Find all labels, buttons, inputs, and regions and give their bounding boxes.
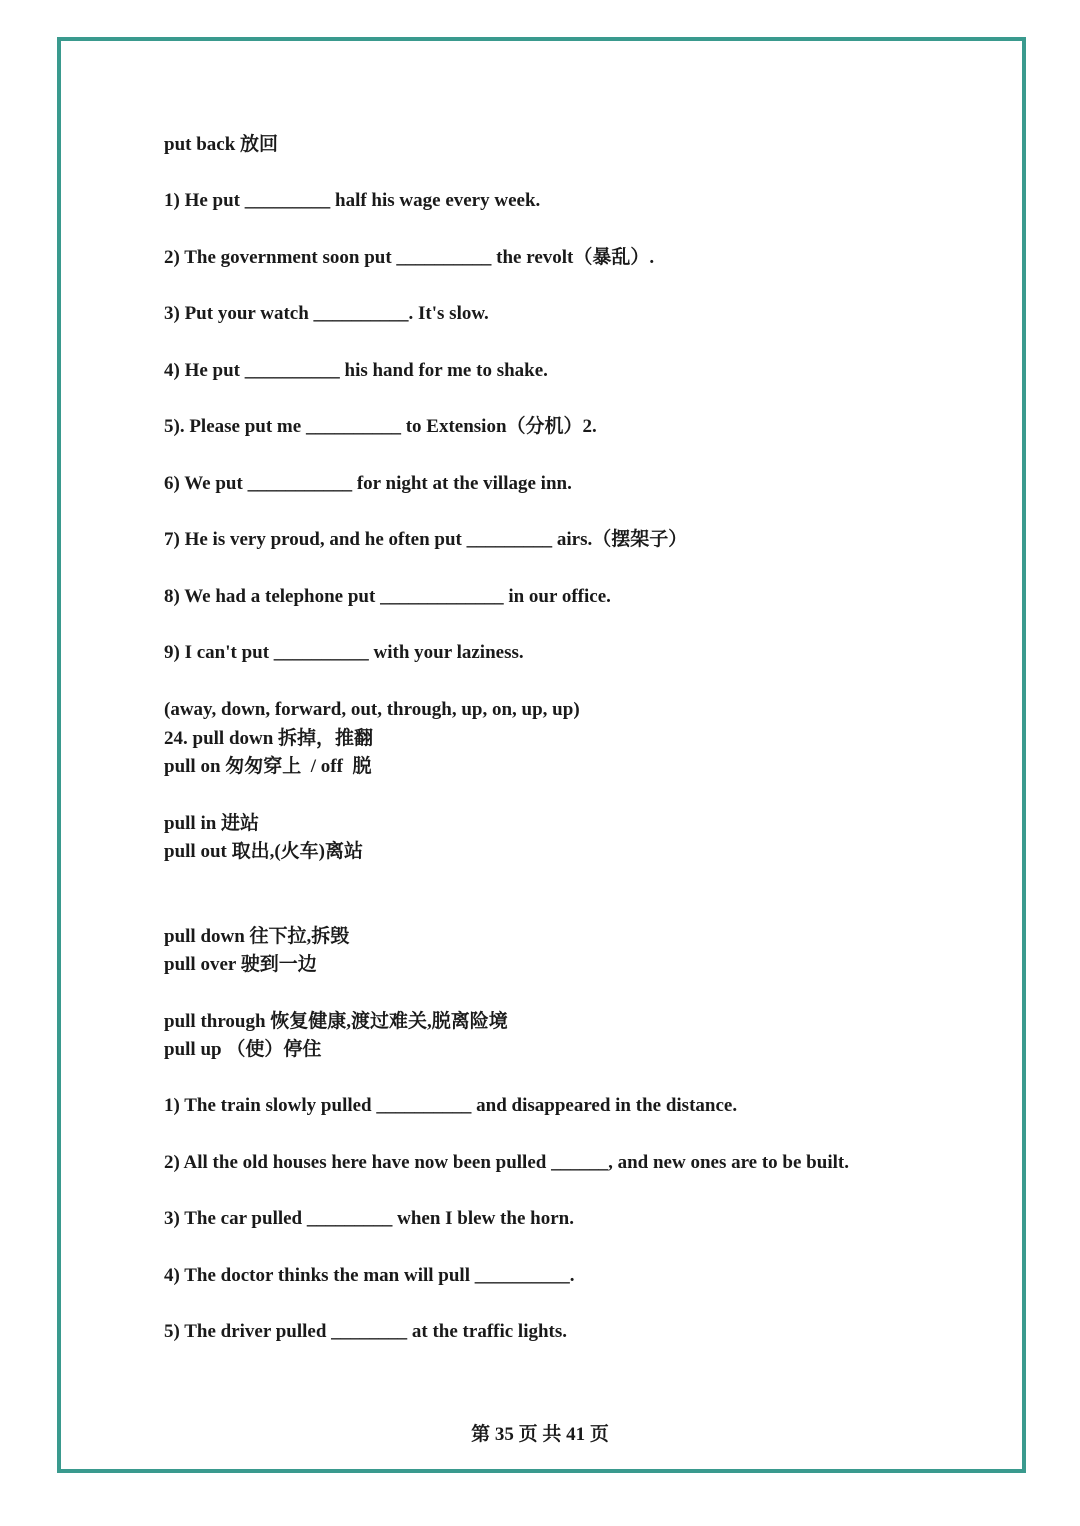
pull-phrase: pull in 进站 bbox=[164, 813, 260, 834]
pull-exercise-4: 4) The doctor thinks the man will pull __________. bbox=[164, 1265, 575, 1286]
put-answer-key: (away, down, forward, out, through, up, on, up, up) bbox=[164, 699, 580, 720]
put-exercise-5: 5). Please put me __________ to Extension（分机）2. bbox=[164, 416, 597, 437]
page-number: 第 35 页 共 41 页 bbox=[471, 1424, 609, 1445]
pull-phrase: pull out 取出,(火车)离站 bbox=[164, 841, 363, 862]
put-exercise-9: 9) I can't put __________ with your laziness. bbox=[164, 642, 524, 663]
put-exercise-2: 2) The government soon put __________ the revolt（暴乱）. bbox=[164, 247, 655, 268]
pull-exercise-1: 1) The train slowly pulled __________ and disappeared in the distance. bbox=[164, 1095, 738, 1116]
put-exercise-8: 8) We had a telephone put _____________ in our office. bbox=[164, 586, 611, 607]
pull-phrase: 24. pull down 拆掉，推翻 bbox=[164, 728, 374, 749]
put-exercise-4: 4) He put __________ his hand for me to shake. bbox=[164, 360, 548, 381]
pull-exercise-2: 2) All the old houses here have now been pulled ______, and new ones are to be built. bbox=[164, 1152, 849, 1173]
put-exercise-6: 6) We put ___________ for night at the village inn. bbox=[164, 473, 572, 494]
put-exercise-7: 7) He is very proud, and he often put _________ airs.（摆架子） bbox=[164, 529, 688, 550]
pull-phrase: pull through 恢复健康,渡过难关,脱离险境 bbox=[164, 1011, 508, 1032]
pull-phrase: pull over 驶到一边 bbox=[164, 954, 317, 975]
pull-phrase: pull down 往下拉,拆毁 bbox=[164, 926, 350, 947]
put-exercise-3: 3) Put your watch __________. It's slow. bbox=[164, 303, 489, 324]
put-back-heading: put back 放回 bbox=[164, 134, 279, 155]
pull-exercise-3: 3) The car pulled _________ when I blew the horn. bbox=[164, 1208, 574, 1229]
pull-phrase: pull up （使）停住 bbox=[164, 1039, 322, 1060]
pull-exercise-5: 5) The driver pulled ________ at the traffic lights. bbox=[164, 1321, 568, 1342]
pull-phrase: pull on 匆匆穿上 / off 脱 bbox=[164, 756, 372, 777]
put-exercise-1: 1) He put _________ half his wage every week. bbox=[164, 190, 541, 211]
